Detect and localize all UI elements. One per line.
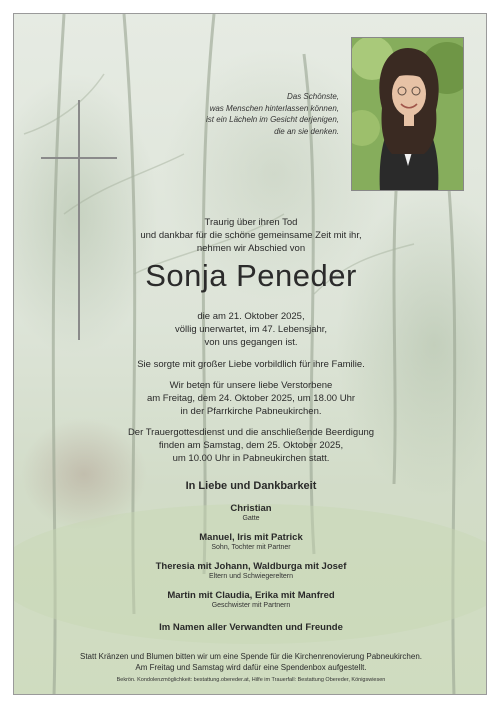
intro-line: und dankbar für die schöne gemeinsame Zeit mit ihr,	[140, 230, 362, 241]
mourner-entry	[14, 561, 487, 580]
quote-line: Das Schönste,	[286, 92, 339, 101]
memorial-quote	[174, 91, 339, 137]
quote-line: ist ein Lächeln im Gesicht derjenigen,	[206, 115, 339, 124]
prayer-line: Wir beten für unsere liebe Verstorbene	[169, 380, 333, 391]
death-line: von uns gegangen ist.	[204, 337, 298, 348]
mourner-entry	[14, 503, 487, 522]
death-line: völlig unerwartet, im 47. Lebensjahr,	[174, 324, 328, 335]
donation-notice	[14, 651, 487, 673]
mourner-relation: Geschwister mit Partnern	[211, 602, 291, 609]
relatives-line: Im Namen aller Verwandten und Freunde	[159, 622, 343, 633]
cross-icon-bar	[41, 157, 117, 159]
service-line: um 10.00 Uhr in Pabneukirchen statt.	[172, 453, 330, 464]
intro-text	[14, 216, 487, 255]
death-line: die am 21. Oktober 2025,	[197, 311, 305, 322]
service-line: Der Trauergottesdienst und die anschließende Beerdigung	[127, 427, 375, 438]
deceased-name: Sonja Peneder	[145, 258, 357, 293]
intro-line: nehmen wir Abschied von	[196, 243, 306, 254]
mourner-entry	[14, 590, 487, 609]
family-care-text: Sie sorgte mit großer Liebe vorbildlich für ihre Familie.	[137, 359, 365, 370]
mourner-names: Christian	[230, 503, 272, 514]
quote-line: was Menschen hinterlassen können,	[209, 103, 339, 113]
service-line: finden am Samstag, dem 25. Oktober 2025,	[158, 440, 344, 451]
prayer-line: am Freitag, dem 24. Oktober 2025, um 18.00 Uhr	[146, 393, 356, 404]
mourner-entry	[14, 532, 487, 551]
mourner-names: Manuel, Iris mit Patrick	[199, 532, 303, 543]
mourning-heading: In Liebe und Dankbarkeit	[185, 480, 317, 492]
intro-line: Traurig über ihren Tod	[204, 217, 298, 228]
death-notice	[14, 310, 487, 349]
mourner-relation: Sohn, Tochter mit Partner	[211, 544, 291, 551]
mourner-names: Theresia mit Johann, Waldburga mit Josef	[155, 561, 347, 572]
mourner-names: Martin mit Claudia, Erika mit Manfred	[167, 590, 335, 601]
footer-line: Am Freitag und Samstag wird dafür eine Spendenbox aufgestellt.	[135, 663, 367, 672]
mourner-relation: Gatte	[242, 515, 260, 522]
mourner-relation: Eltern und Schwiegereltern	[208, 573, 294, 580]
quote-line: die an sie denken.	[274, 126, 339, 136]
portrait-photo	[351, 37, 464, 191]
prayer-line: in der Pfarrkirche Pabneukirchen.	[180, 406, 322, 417]
funeral-service-notice	[14, 426, 487, 465]
funeral-home-credit: Bekrön. Kondolenzmöglichkeit: bestattung.obereder.at, Hilfe im Trauerfall: Bestattung Obereder, Königswiesen	[116, 677, 386, 683]
prayer-notice	[14, 379, 487, 418]
obituary-card	[13, 13, 487, 695]
footer-line: Statt Kränzen und Blumen bitten wir um eine Spende für die Kirchenrenovierung Pabneukirchen.	[80, 652, 422, 661]
